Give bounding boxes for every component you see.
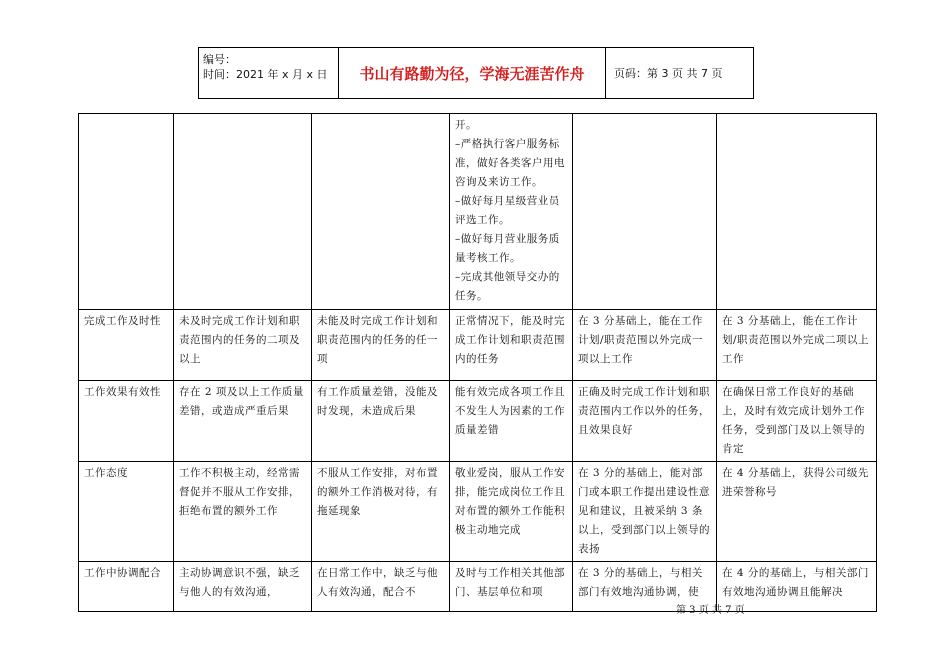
motto: 书山有路勤为径，学海无涯苦作舟 bbox=[339, 48, 606, 98]
table-cell: 能有效完成各项工作且不发生人为因素的工作质量差错 bbox=[450, 381, 573, 462]
row-label: 工作效果有效性 bbox=[79, 381, 174, 462]
number-label: 编号： bbox=[203, 53, 236, 66]
table-cell: 敬业爱岗，服从工作安排，能完成岗位工作且对布置的额外工作能积极主动地完成 bbox=[450, 462, 573, 562]
page-footer: 第 3 页 共 7 页 bbox=[676, 605, 745, 616]
table-cell bbox=[717, 114, 877, 310]
table-cell: 主动协调意识不强，缺乏与他人的有效沟通， bbox=[174, 562, 312, 612]
continuation-line: –做好每月营业服务质量考核工作。 bbox=[455, 233, 560, 264]
table-cell: 有工作质量差错，没能及时发现，未造成后果 bbox=[312, 381, 450, 462]
evaluation-table bbox=[78, 113, 877, 612]
table-cell: 在日常工作中，缺乏与他人有效沟通，配合不 bbox=[312, 562, 450, 612]
table-row bbox=[79, 381, 877, 462]
row-label: 工作中协调配合 bbox=[79, 562, 174, 612]
table-cell: 在 3 分的基础上，与相关部门有效地沟通协调，使 bbox=[573, 562, 717, 612]
table-cell: 在 3 分基础上，能在工作计划/职责范围以外完成一项以上工作 bbox=[573, 310, 717, 381]
row-label: 工作态度 bbox=[79, 462, 174, 562]
table-cell: 在 3 分的基础上，能对部门或本职工作提出建设性意见和建议，且被采纳 3 条以上，受到部门以上领导的表扬 bbox=[573, 462, 717, 562]
table-row bbox=[79, 310, 877, 381]
table-cell: 工作不积极主动，经常需督促并不服从工作安排，拒绝布置的额外工作 bbox=[174, 462, 312, 562]
table-cell: 不服从工作安排，对布置的额外工作消极对待，有拖延现象 bbox=[312, 462, 450, 562]
table-cell: 未及时完成工作计划和职责范围内的任务的二项及以上 bbox=[174, 310, 312, 381]
table-cell: 在 4 分的基础上，与相关部门有效地沟通协调且能解决 bbox=[717, 562, 877, 612]
table-row bbox=[79, 562, 877, 612]
continuation-line: –完成其他领导交办的任务。 bbox=[455, 271, 560, 302]
table-cell: 在 3 分基础上，能在工作计划/职责范围以外完成二项以上工作 bbox=[717, 310, 877, 381]
table-cell bbox=[573, 114, 717, 310]
table-cell bbox=[79, 114, 174, 310]
table-cell bbox=[174, 114, 312, 310]
header-info bbox=[199, 48, 339, 98]
table-cell bbox=[312, 114, 450, 310]
table-cell: 在 4 分基础上，获得公司级先进荣誉称号 bbox=[717, 462, 877, 562]
table-cell: 正确及时完成工作计划和职责范围内工作以外的任务，且效果良好 bbox=[573, 381, 717, 462]
page-label: 页码：第 3 页 共 7 页 bbox=[614, 67, 723, 80]
table-cell: 及时与工作相关其他部门、基层单位和项 bbox=[450, 562, 573, 612]
table-cell: 在确保日常工作良好的基础上，及时有效完成计划外工作任务，受到部门及以上领导的肯定 bbox=[717, 381, 877, 462]
continuation-line: 开。 bbox=[455, 119, 477, 131]
continuation-cell bbox=[450, 114, 573, 310]
table-cell: 未能及时完成工作计划和职责范围内的任务的任一项 bbox=[312, 310, 450, 381]
time-label: 时间：2021 年 x 月 x 日 bbox=[203, 68, 328, 81]
page-header bbox=[198, 47, 754, 99]
table-cell: 正常情况下，能及时完成工作计划和职责范围内的任务 bbox=[450, 310, 573, 381]
table-row bbox=[79, 114, 877, 310]
row-label: 完成工作及时性 bbox=[79, 310, 174, 381]
table-row bbox=[79, 462, 877, 562]
continuation-line: –做好每月星级营业员评选工作。 bbox=[455, 195, 560, 226]
table-cell: 存在 2 项及以上工作质量差错，或造成严重后果 bbox=[174, 381, 312, 462]
continuation-line: –严格执行客户服务标准，做好各类客户用电咨询及来访工作。 bbox=[455, 138, 565, 188]
